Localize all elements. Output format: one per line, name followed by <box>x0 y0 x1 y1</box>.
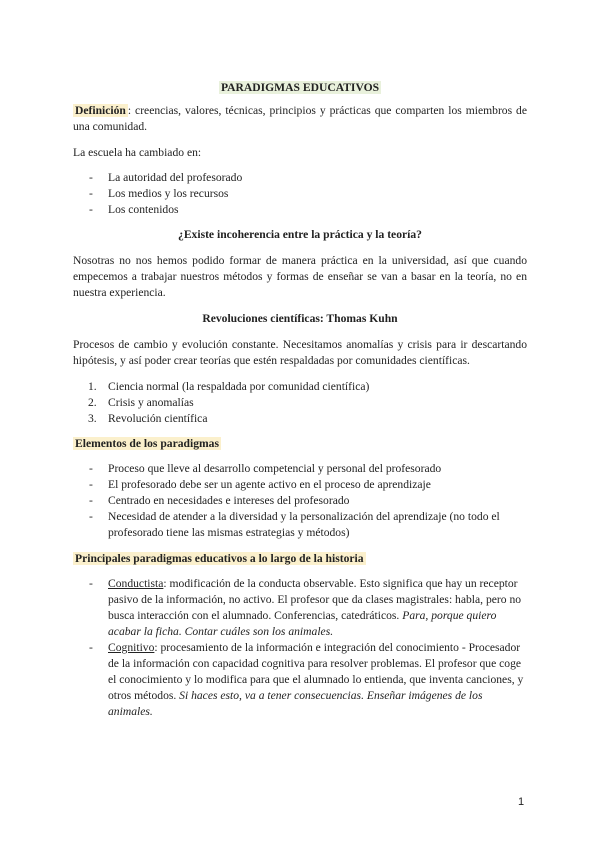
list-item: - La autoridad del profesorado <box>89 171 243 184</box>
paradigm-text: : modificación de la conducta observable. Esto significa que hay un receptor pasivo de la información, no activo. El profesor que da clases magistrales: habla, pero no busca interacción con el alumnado. Conferencias, catedráticos. <box>108 577 522 622</box>
page-number: 1 <box>518 796 525 808</box>
paradigm-example: Si haces esto, va a tener consecuencias. Enseñar imágenes de los animales. <box>108 689 483 718</box>
kuhn-heading: Revoluciones científicas: Thomas Kuhn <box>202 312 398 325</box>
kuhn-steps-list <box>73 379 527 427</box>
school-changed-intro: La escuela ha cambiado en: <box>73 146 202 159</box>
incoherence-heading: ¿Existe incoherencia entre la práctica y la teoría? <box>178 228 422 241</box>
list-item: - Proceso que lleve al desarrollo competencial y personal del profesorado <box>89 462 442 475</box>
school-changes-list <box>73 170 527 218</box>
elements-heading-line <box>73 436 527 452</box>
kuhn-paragraph: Procesos de cambio y evolución constante. Necesitamos anomalías y crisis para ir descartando hipótesis, y así poder crear teorías que estén respaldadas por comunidades científicas. <box>73 338 527 367</box>
list-item: - El profesorado debe ser un agente activo en el proceso de aprendizaje <box>89 478 431 491</box>
paradigm-example: Para, porque quiero acabar la ficha. Contar cuáles son los animales. <box>108 609 497 638</box>
paradigms-list <box>73 576 527 720</box>
page-title <box>73 80 527 96</box>
incoherence-paragraph: Nosotras no nos hemos podido formar de manera práctica en la universidad, así que cuando empecemos a trabajar nuestros métodos y formas de enseñar se van a basar en la teoría, no en nuestra experiencia. <box>73 254 527 299</box>
elements-list <box>73 461 527 541</box>
list-item: 1. Ciencia normal (la respaldada por comunidad científica) <box>88 380 370 393</box>
list-item: - Los contenidos <box>89 203 179 216</box>
paradigm-name: Cognitivo <box>108 641 155 654</box>
definition-term: Definición <box>75 104 126 117</box>
list-item: - Necesidad de atender a la diversidad y la personalización del aprendizaje (no todo el profesorado tiene las mismas estrategias y métodos) <box>89 510 500 539</box>
paradigm-text: : procesamiento de la información e integración del conocimiento - Procesador de la información con capacidad cognitiva para resolver problemas. El profesor que coge el conocimiento y lo modifica para que el alumnado lo entienda, que inventa canciones, y otros métodos. <box>108 641 524 702</box>
paradigm-name: Conductista <box>108 577 164 590</box>
definition-text: : creencias, valores, técnicas, principios y prácticas que comparten los miembros de una comunidad. <box>73 104 527 133</box>
list-item: 3. Revolución científica <box>88 412 208 425</box>
list-item: - Los medios y los recursos <box>89 187 229 200</box>
definition-paragraph <box>73 103 527 135</box>
title-text: PARADIGMAS EDUCATIVOS <box>220 81 380 94</box>
paradigm-item-cognitivo: - Cognitivo: procesamiento de la información e integración del conocimiento - Procesador de la información con capacidad cognitiva para resolver problemas. El profesor que coge el conocimiento y lo modifica para que el alumnado lo entienda, que inventa canciones, y otros métodos. Si haces esto, va a tener consecuencias. Enseñar imágenes de los animales. <box>89 641 524 718</box>
paradigm-item-conductista: - Conductista: modificación de la conducta observable. Esto significa que hay un receptor pasivo de la información, no activo. El profesor que da clases magistrales: habla, pero no busca interacción con el alumnado. Conferencias, catedráticos. Para, porque quiero acabar la ficha. Contar cuáles son los animales. <box>89 577 522 638</box>
paradigms-heading: Principales paradigmas educativos a lo largo de la historia <box>75 552 364 565</box>
page-content <box>73 80 527 729</box>
elements-heading: Elementos de los paradigmas <box>75 437 219 450</box>
list-item: - Centrado en necesidades e intereses del profesorado <box>89 494 350 507</box>
paradigms-heading-line <box>73 551 527 567</box>
list-item: 2. Crisis y anomalías <box>88 396 194 409</box>
